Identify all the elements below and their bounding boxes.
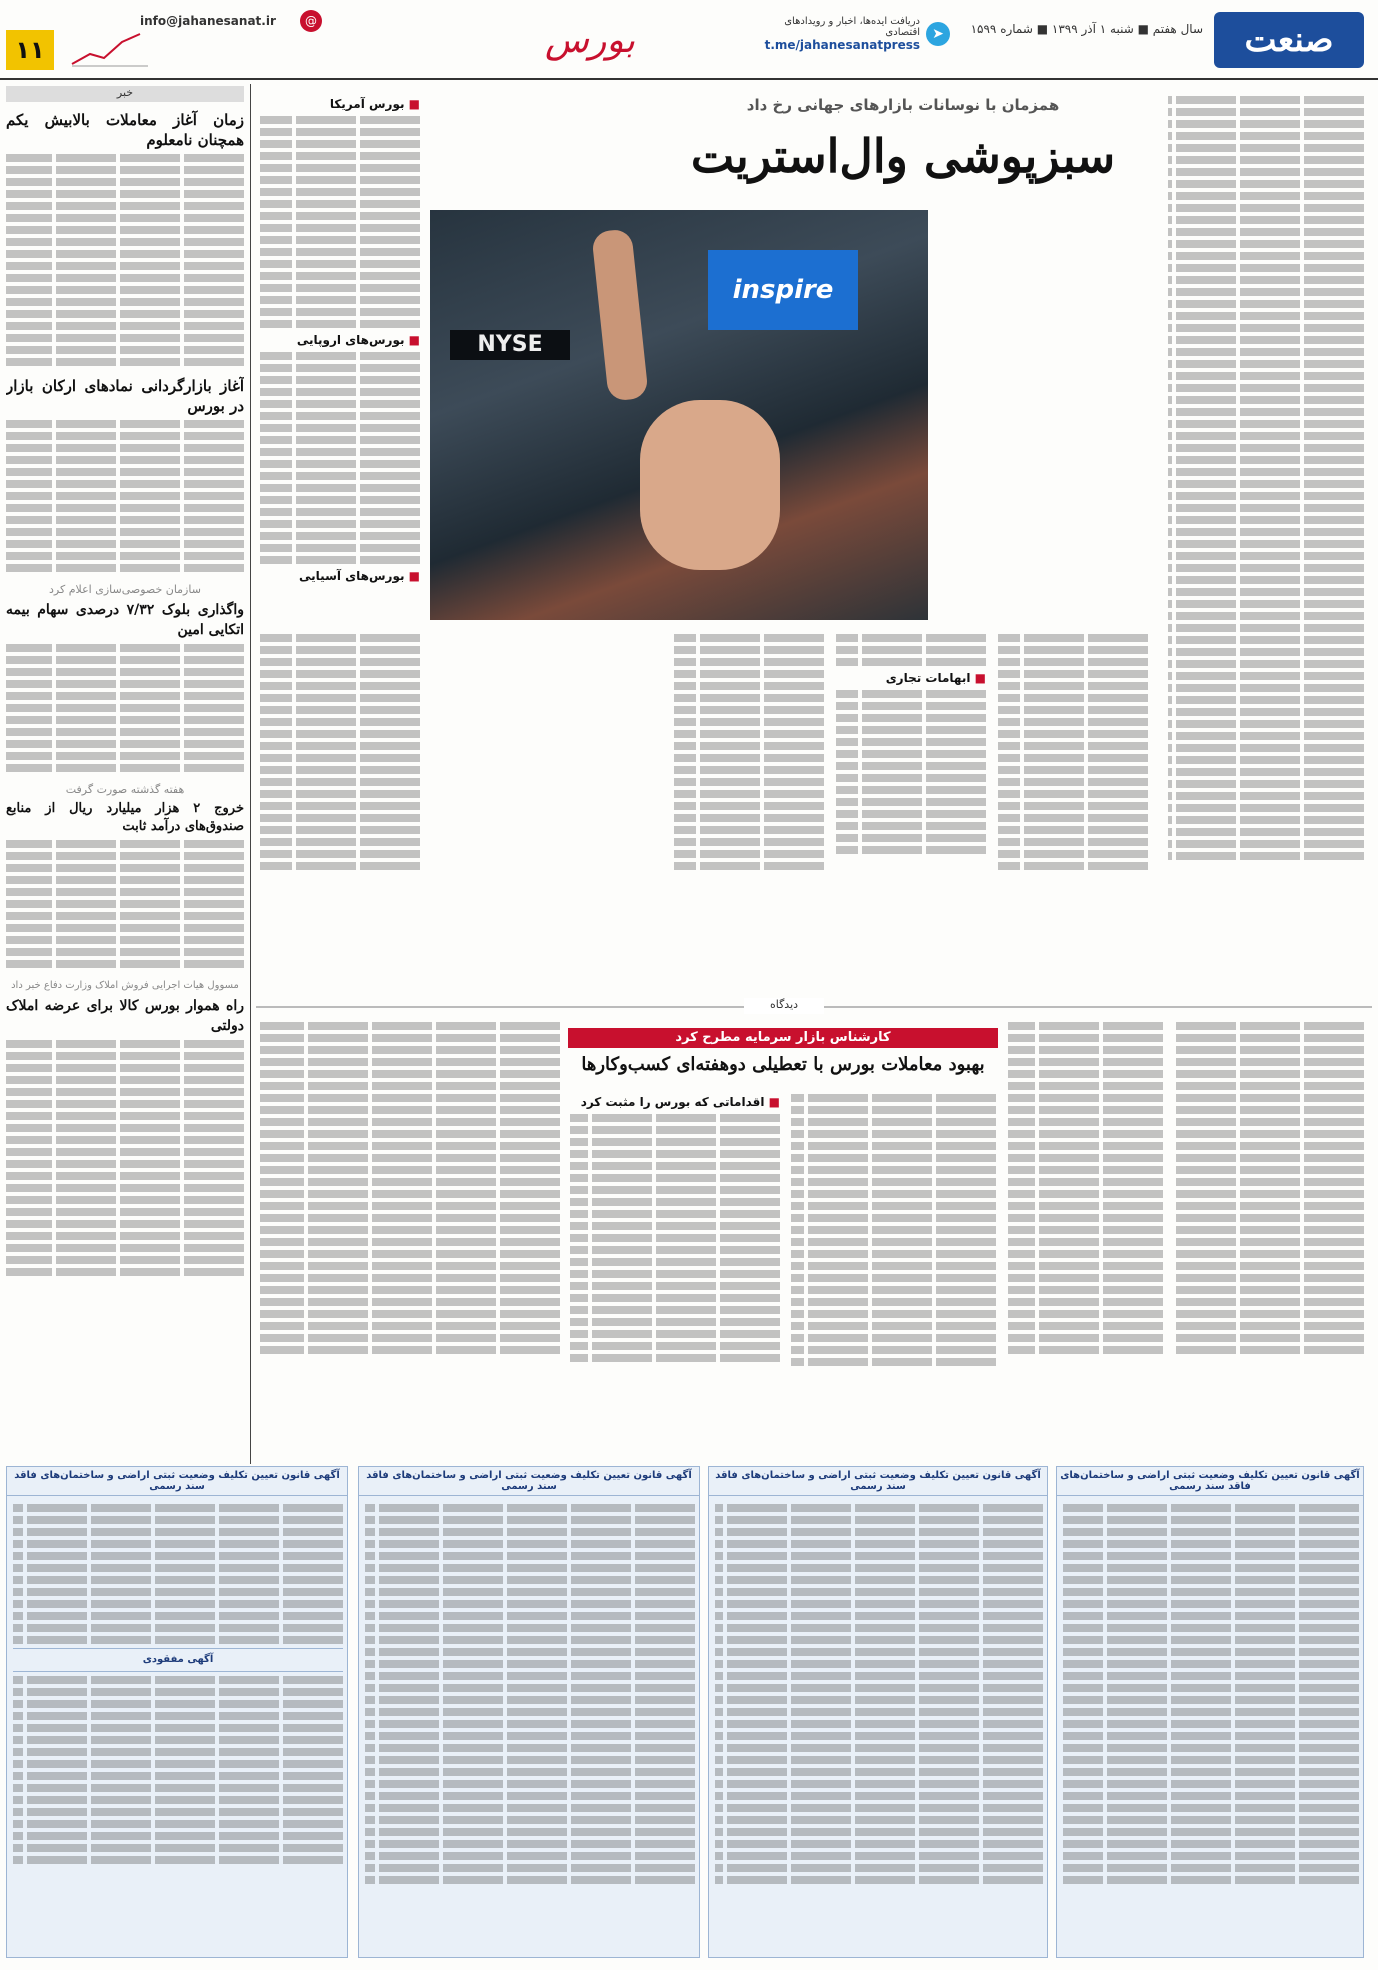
left-column-divider: [250, 84, 251, 1464]
legal-notice-heading: آگهی قانون تعیین تکلیف وضعیت ثبتی اراضی و ساختمان‌های فاقد سند رسمی: [709, 1467, 1047, 1496]
legal-notice-heading: آگهی قانون تعیین تکلیف وضعیت ثبتی اراضی و ساختمان‌های فاقد سند رسمی: [7, 1467, 347, 1496]
legal-notice-box-2: [708, 1466, 1048, 1958]
main-story-column-a: [998, 630, 1148, 930]
page-number: ۱۱: [6, 30, 54, 70]
section-title: بورس: [545, 20, 635, 61]
email-address[interactable]: info@jahanesanat.ir: [140, 14, 276, 28]
email-icon: @: [300, 10, 322, 32]
asia-market-subhead: ■ بورس‌های آسیایی: [260, 568, 420, 584]
legal-notice-body: [1059, 1496, 1363, 1964]
opinion-column-5: [260, 1018, 560, 1448]
news-section-tag: خبر: [6, 86, 244, 102]
photo-nyse-sign: NYSE: [450, 330, 570, 360]
us-market-subhead: ■ بورس آمریکا: [260, 96, 420, 112]
telegram-url[interactable]: t.me/jahanesanatpress: [764, 38, 920, 52]
legal-notice-body: [9, 1496, 347, 1964]
legal-notice-box-3: [358, 1466, 700, 1958]
left-story-5-headline: راه هموار بورس کالا برای عرضه املاک دولتی: [6, 998, 244, 1034]
main-story-column-b: [836, 630, 986, 930]
opinion-subhead: ■ اقداماتی که بورس را مثبت کرد: [570, 1094, 780, 1110]
trader-photo: [430, 210, 928, 620]
opinion-headline: بهبود معاملات بورس با تعطیلی دوهفته‌ای کسب‌وکارها: [581, 1054, 985, 1075]
left-story-2-headline: آغاز بازارگردانی نمادهای ارکان بازار در بورس: [6, 377, 244, 415]
eu-market-subhead: ■ بورس‌های اروپایی: [260, 332, 420, 348]
newspaper-logo: صنعت: [1214, 12, 1364, 68]
legal-notice-body: [711, 1496, 1047, 1964]
us-market-column: [260, 92, 420, 632]
opinion-column-1: [1174, 1018, 1364, 1448]
legal-notice-box-4: [6, 1466, 348, 1958]
left-story-4-kicker: هفته گذشته صورت گرفت: [65, 783, 185, 796]
lost-document-heading: آگهی مفقودی: [13, 1648, 343, 1672]
main-story-kicker: همزمان با نوسانات بازارهای جهانی رخ داد: [746, 96, 1060, 114]
masthead: [0, 0, 1378, 80]
left-story-5-kicker: مسوول هیات اجرایی فروش املاک وزارت دفاع خبر داد: [11, 980, 239, 991]
telegram-promo[interactable]: [760, 16, 944, 58]
main-story-column-d: [260, 630, 420, 930]
main-story-column-c: [674, 630, 824, 930]
opinion-column-4: [570, 1090, 780, 1448]
left-story-3-kicker: سازمان خصوصی‌سازی اعلام کرد: [49, 583, 201, 596]
main-story-right-column: [1168, 92, 1364, 932]
opinion-column-2: [1008, 1018, 1163, 1448]
telegram-icon: ➤: [926, 22, 950, 46]
legal-notice-heading: آگهی قانون تعیین تکلیف وضعیت ثبتی اراضی و ساختمان‌های فاقد سند رسمی: [359, 1467, 699, 1496]
photo-trader-face: [640, 400, 780, 570]
issue-line: سال هفتم ■ شنبه ۱ آذر ۱۳۹۹ ■ شماره ۱۵۹۹: [970, 22, 1203, 36]
opinion-section-tag: دیدگاه: [744, 998, 824, 1014]
legal-notice-body: [361, 1496, 699, 1964]
opinion-banner: کارشناس بازار سرمایه مطرح کرد: [568, 1028, 998, 1048]
photo-raised-hand: [591, 228, 649, 401]
rising-chart-icon: [70, 28, 150, 68]
trade-subhead: ■ ابهامات تجاری: [836, 670, 986, 686]
telegram-line: دریافت ایده‌ها، اخبار و رویدادهای اقتصادی: [784, 16, 920, 38]
left-story-3-headline: واگذاری بلوک ۷/۳۲ درصدی سهام بیمه اتکایی امین: [6, 602, 244, 638]
opinion-column-3: [791, 1090, 996, 1448]
legal-notice-box-1: [1056, 1466, 1364, 1958]
main-story-headline: سبزپوشی وال‌استریت: [690, 129, 1116, 183]
left-story-1-headline: زمان آغاز معاملات بالابیش یکم همچنان نامعلوم: [6, 111, 244, 149]
photo-screen-sign: inspire: [708, 250, 858, 330]
left-news-column: [6, 106, 244, 1466]
left-story-4-headline: خروج ۲ هزار میلیارد ریال از منابع صندوق‌های درآمد ثابت: [6, 801, 244, 834]
legal-notice-heading: آگهی قانون تعیین تکلیف وضعیت ثبتی اراضی و ساختمان‌های فاقد سند رسمی: [1057, 1467, 1363, 1496]
